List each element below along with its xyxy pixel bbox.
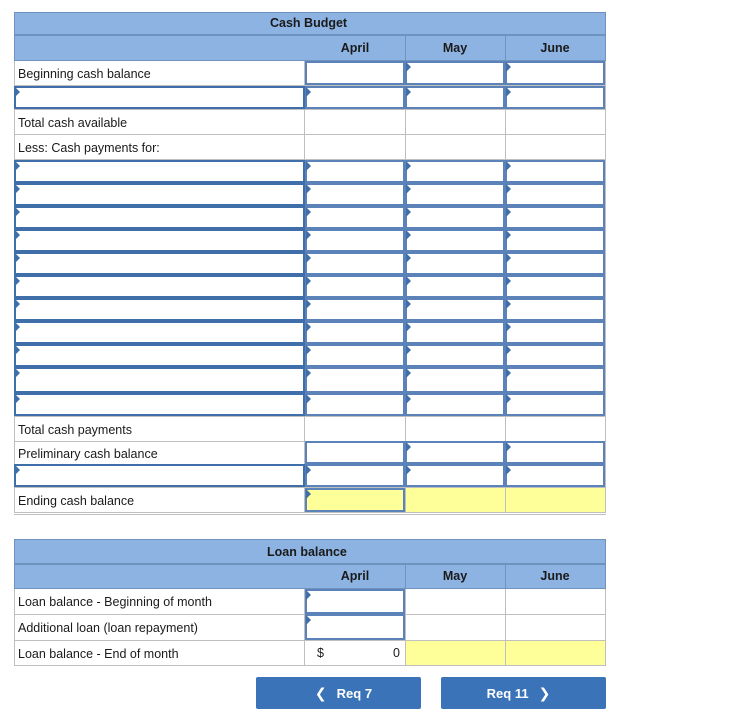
- payment-may-input-3[interactable]: [405, 206, 505, 229]
- table-border-bottom: [14, 512, 606, 513]
- column-header-june: June: [540, 41, 570, 55]
- dropdown-marker-icon: [406, 276, 411, 286]
- dropdown-marker-icon: [306, 253, 311, 263]
- financing-april-input[interactable]: [305, 464, 405, 487]
- payment-may-input-7[interactable]: [405, 298, 505, 321]
- column-header-may: May: [442, 41, 468, 55]
- dropdown-marker-icon: [406, 465, 411, 475]
- prev-req-label: Req 7: [336, 685, 373, 701]
- additional-loan-april-input[interactable]: [305, 614, 405, 640]
- loan-end-april-value: 0: [393, 646, 400, 660]
- dropdown-marker-icon: [406, 368, 411, 378]
- dropdown-marker-icon: [506, 87, 511, 97]
- dropdown-marker-icon: [506, 442, 511, 452]
- dropdown-marker-icon: [506, 207, 511, 217]
- dropdown-marker-icon: [15, 87, 20, 97]
- column-header-april: April: [340, 41, 370, 55]
- dropdown-marker-icon: [506, 253, 511, 263]
- loan-column-header-april: April: [340, 569, 370, 583]
- dropdown-marker-icon: [506, 184, 511, 194]
- dropdown-marker-icon: [15, 465, 20, 475]
- receipts-may-input[interactable]: [405, 86, 505, 109]
- financing-june-input[interactable]: [505, 464, 605, 487]
- dropdown-marker-icon: [306, 615, 311, 625]
- beginning-cash-june-input[interactable]: [505, 61, 605, 85]
- loan-table-border-left: [14, 589, 15, 666]
- payment-label-select-1[interactable]: [14, 160, 305, 183]
- dropdown-marker-icon: [15, 322, 20, 332]
- loan-end-june-cell: [506, 641, 605, 665]
- dropdown-marker-icon: [15, 276, 20, 286]
- dropdown-marker-icon: [15, 299, 20, 309]
- dropdown-marker-icon: [506, 161, 511, 171]
- payment-april-input-6[interactable]: [305, 275, 405, 298]
- payment-label-select-10[interactable]: [14, 367, 305, 393]
- payment-label-select-11[interactable]: [14, 393, 305, 416]
- dropdown-marker-icon: [406, 184, 411, 194]
- next-req-button[interactable]: [441, 677, 606, 709]
- payment-june-input-3[interactable]: [505, 206, 605, 229]
- less-cash-payments-label: Less: Cash payments for:: [18, 141, 160, 155]
- header-divider: [405, 565, 406, 588]
- loan-beginning-label: Loan balance - Beginning of month: [18, 595, 212, 609]
- payment-june-input-6[interactable]: [505, 275, 605, 298]
- financing-label-select[interactable]: [14, 464, 305, 487]
- loan-beginning-april-input[interactable]: [305, 589, 405, 614]
- dropdown-marker-icon: [306, 368, 311, 378]
- beginning-cash-may-input[interactable]: [405, 61, 505, 85]
- payment-label-select-4[interactable]: [14, 229, 305, 252]
- cash-budget-title: Cash Budget: [270, 16, 348, 30]
- payment-label-select-8[interactable]: [14, 321, 305, 344]
- dropdown-marker-icon: [406, 207, 411, 217]
- table-border-right: [605, 61, 606, 513]
- dropdown-marker-icon: [506, 62, 511, 72]
- payment-april-input-3[interactable]: [305, 206, 405, 229]
- dropdown-marker-icon: [15, 230, 20, 240]
- dropdown-marker-icon: [506, 465, 511, 475]
- table-border-bottom: [14, 514, 606, 515]
- total-cash-available-label: Total cash available: [18, 116, 128, 130]
- preliminary-may-input[interactable]: [405, 441, 505, 464]
- header-divider: [405, 36, 406, 60]
- payment-april-input-7[interactable]: [305, 298, 405, 321]
- receipts-label-select[interactable]: [14, 86, 305, 109]
- payment-may-input-1[interactable]: [405, 160, 505, 183]
- ending-cash-may-cell: [406, 488, 505, 512]
- dropdown-marker-icon: [506, 299, 511, 309]
- payment-june-input-8[interactable]: [505, 321, 605, 344]
- payment-april-input-5[interactable]: [305, 252, 405, 275]
- payment-label-select-3[interactable]: [14, 206, 305, 229]
- dropdown-marker-icon: [406, 299, 411, 309]
- beginning-cash-april-input[interactable]: [305, 61, 405, 85]
- payment-june-input-1[interactable]: [505, 160, 605, 183]
- dropdown-marker-icon: [15, 345, 20, 355]
- payment-may-input-8[interactable]: [405, 321, 505, 344]
- loan-table-border-right: [605, 589, 606, 666]
- dropdown-marker-icon: [15, 207, 20, 217]
- payment-label-select-7[interactable]: [14, 298, 305, 321]
- dropdown-marker-icon: [406, 161, 411, 171]
- payment-may-input-2[interactable]: [405, 183, 505, 206]
- prev-req-button[interactable]: [256, 677, 421, 709]
- payment-april-input-2[interactable]: [305, 183, 405, 206]
- payment-april-input-11[interactable]: [305, 393, 405, 416]
- dropdown-marker-icon: [306, 299, 311, 309]
- payment-june-input-9[interactable]: [505, 344, 605, 367]
- chevron-right-icon: ❯: [538, 684, 551, 701]
- payment-may-input-6[interactable]: [405, 275, 505, 298]
- dropdown-marker-icon: [306, 87, 311, 97]
- next-req-label: Req 11: [486, 685, 529, 701]
- total-cash-payments-label: Total cash payments: [18, 423, 132, 437]
- dropdown-marker-icon: [306, 230, 311, 240]
- chevron-left-icon: ❮: [314, 684, 327, 701]
- financing-may-input[interactable]: [405, 464, 505, 487]
- row-divider: [14, 416, 606, 417]
- payment-may-input-9[interactable]: [405, 344, 505, 367]
- loan-balance-title: Loan balance: [267, 545, 347, 559]
- dropdown-marker-icon: [506, 394, 511, 404]
- preliminary-april-input[interactable]: [305, 441, 405, 464]
- ending-cash-april-cell: [305, 488, 405, 512]
- dropdown-marker-icon: [15, 184, 20, 194]
- dropdown-marker-icon: [306, 322, 311, 332]
- payment-label-select-6[interactable]: [14, 275, 305, 298]
- payment-label-select-2[interactable]: [14, 183, 305, 206]
- payment-april-input-1[interactable]: [305, 160, 405, 183]
- dropdown-marker-icon: [306, 276, 311, 286]
- payment-may-input-10[interactable]: [405, 367, 505, 393]
- dropdown-marker-icon: [506, 345, 511, 355]
- dropdown-marker-icon: [406, 253, 411, 263]
- payment-label-select-5[interactable]: [14, 252, 305, 275]
- header-divider: [505, 36, 506, 60]
- payment-june-input-7[interactable]: [505, 298, 605, 321]
- loan-end-may-cell: [406, 641, 505, 665]
- payment-april-input-8[interactable]: [305, 321, 405, 344]
- dropdown-marker-icon: [406, 62, 411, 72]
- loan-column-header-may: May: [442, 569, 468, 583]
- payment-june-input-10[interactable]: [505, 367, 605, 393]
- currency-symbol: $: [317, 646, 324, 660]
- payment-june-input-11[interactable]: [505, 393, 605, 416]
- dropdown-marker-icon: [406, 322, 411, 332]
- payment-may-input-11[interactable]: [405, 393, 505, 416]
- dropdown-marker-icon: [406, 345, 411, 355]
- dropdown-marker-icon: [406, 394, 411, 404]
- dropdown-marker-icon: [15, 253, 20, 263]
- dropdown-marker-icon: [306, 184, 311, 194]
- payment-june-input-4[interactable]: [505, 229, 605, 252]
- payment-april-input-9[interactable]: [305, 344, 405, 367]
- dropdown-marker-icon: [15, 394, 20, 404]
- beginning-cash-balance-label: Beginning cash balance: [18, 67, 151, 81]
- row-divider: [14, 134, 606, 135]
- receipts-april-input[interactable]: [305, 86, 405, 109]
- additional-loan-label: Additional loan (loan repayment): [18, 621, 198, 635]
- payment-june-input-2[interactable]: [505, 183, 605, 206]
- payment-april-input-4[interactable]: [305, 229, 405, 252]
- dropdown-marker-icon: [406, 87, 411, 97]
- dropdown-marker-icon: [306, 465, 311, 475]
- dropdown-marker-icon: [306, 345, 311, 355]
- payment-june-input-5[interactable]: [505, 252, 605, 275]
- dropdown-marker-icon: [506, 322, 511, 332]
- dropdown-marker-icon: [506, 368, 511, 378]
- dropdown-marker-icon: [506, 230, 511, 240]
- row-divider: [14, 109, 606, 110]
- loan-end-april-cell: [305, 641, 405, 665]
- ending-cash-balance-label: Ending cash balance: [18, 494, 135, 508]
- ending-cash-june-cell: [506, 488, 605, 512]
- dropdown-marker-icon: [406, 442, 411, 452]
- dropdown-marker-icon: [306, 489, 311, 499]
- dropdown-marker-icon: [306, 590, 311, 600]
- header-divider: [505, 565, 506, 588]
- payment-label-select-9[interactable]: [14, 344, 305, 367]
- dropdown-marker-icon: [406, 230, 411, 240]
- preliminary-june-input[interactable]: [505, 441, 605, 464]
- payment-april-input-10[interactable]: [305, 367, 405, 393]
- preliminary-cash-balance-label: Preliminary cash balance: [18, 447, 158, 461]
- dropdown-marker-icon: [506, 276, 511, 286]
- loan-column-header-june: June: [540, 569, 570, 583]
- loan-end-label: Loan balance - End of month: [18, 647, 179, 661]
- dropdown-marker-icon: [306, 394, 311, 404]
- dropdown-marker-icon: [15, 368, 20, 378]
- loan-table-border-bottom: [14, 665, 606, 666]
- receipts-june-input[interactable]: [505, 86, 605, 109]
- payment-may-input-4[interactable]: [405, 229, 505, 252]
- dropdown-marker-icon: [306, 161, 311, 171]
- dropdown-marker-icon: [306, 207, 311, 217]
- dropdown-marker-icon: [15, 161, 20, 171]
- payment-may-input-5[interactable]: [405, 252, 505, 275]
